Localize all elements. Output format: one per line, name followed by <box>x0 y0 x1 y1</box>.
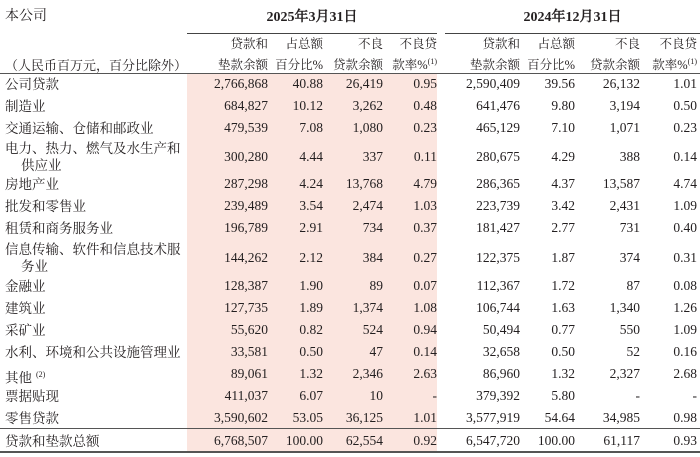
cell-2025-col2: 1.89 <box>299 300 323 315</box>
row-label <box>5 388 59 405</box>
column-header-c1-line2-2025: 垫款余额 <box>217 58 268 72</box>
cell-2025-col3: 524 <box>362 322 383 337</box>
cell-2024-col1: 280,675 <box>476 149 520 164</box>
cell-2024-col1: 6,547,720 <box>466 433 520 448</box>
cell-2025-col1: 127,735 <box>224 300 268 315</box>
cell-2025-col2: 100.00 <box>285 433 323 448</box>
cell-2024-col1: 379,392 <box>476 388 520 403</box>
cell-2025-col4: 0.92 <box>413 433 437 448</box>
cell-2024-col3: 13,587 <box>602 176 640 191</box>
cell-2025-col2: 4.24 <box>299 176 323 191</box>
cell-2024-col4: 0.08 <box>673 278 697 293</box>
cell-2025-col1: 196,789 <box>224 220 268 235</box>
cell-2024-col3: 374 <box>619 250 640 265</box>
cell-2024-col4: 0.31 <box>673 250 697 265</box>
cell-2025-col1: 55,620 <box>230 322 268 337</box>
row-label-text: 电力、热力、燃气及水生产和 <box>5 141 181 156</box>
cell-2024-col2: 39.56 <box>544 76 575 91</box>
cell-2025-col4: 0.48 <box>413 98 437 113</box>
footnote-marker: (2) <box>36 370 46 379</box>
row-label-text: 贷款和垫款总额 <box>5 434 100 449</box>
row-label <box>5 410 59 427</box>
cell-2024-col2: 4.29 <box>551 149 575 164</box>
row-label-text: 采矿业 <box>5 323 46 338</box>
column-header-c1-line1-2024: 贷款和 <box>482 37 520 51</box>
cell-2024-col4: 1.09 <box>673 198 697 213</box>
cell-2024-col3: 731 <box>619 220 640 235</box>
cell-2024-col3: 3,194 <box>609 98 640 113</box>
total-top-rule <box>0 428 700 429</box>
cell-2025-col3: 734 <box>362 220 383 235</box>
cell-2024-col4: 0.98 <box>673 410 697 425</box>
cell-2025-col1: 287,298 <box>224 176 268 191</box>
cell-2025-col2: 6.07 <box>299 388 323 403</box>
cell-2024-col1: 223,739 <box>476 198 520 213</box>
cell-2024-col2: 0.77 <box>551 322 575 337</box>
table-bottom-rule <box>0 451 700 453</box>
cell-2025-col4: 0.95 <box>413 76 437 91</box>
cell-2025-col3: 2,474 <box>352 198 383 213</box>
cell-2025-col2: 4.44 <box>299 149 323 164</box>
cell-2024-col2: 1.32 <box>551 366 575 381</box>
cell-2024-col4: 0.40 <box>673 220 697 235</box>
column-header-c4-line1-2024: 不良贷 <box>659 37 697 51</box>
row-label <box>5 433 100 450</box>
row-label-continuation: 供应业 <box>21 158 62 173</box>
cell-2025-col4: 2.63 <box>413 366 437 381</box>
column-header-c1-line1-2025: 贷款和 <box>230 37 268 51</box>
row-label-text: 租赁和商务服务业 <box>5 221 113 236</box>
cell-2025-col4: 4.79 <box>413 176 437 191</box>
cell-2024-col1: 32,658 <box>482 344 520 359</box>
cell-2025-col3: 337 <box>362 149 383 164</box>
cell-2024-col2: 1.87 <box>551 250 575 265</box>
header-bottom-rule <box>0 73 700 74</box>
cell-2024-col4: 2.68 <box>673 366 697 381</box>
cell-2024-col1: 50,494 <box>482 322 520 337</box>
column-header-c3-line2-2025: 贷款余额 <box>332 58 383 72</box>
cell-2025-col2: 0.50 <box>299 344 323 359</box>
footnote-marker: (1) <box>427 56 437 66</box>
cell-2025-col4: 0.94 <box>413 322 437 337</box>
column-header-c3-line1-2024: 不良 <box>614 37 640 51</box>
cell-2024-col4: 0.23 <box>673 120 697 135</box>
cell-2025-col2: 10.12 <box>292 98 323 113</box>
cell-2024-col1: 181,427 <box>476 220 520 235</box>
row-label-text: 零售贷款 <box>5 411 59 426</box>
cell-2024-col1: 122,375 <box>476 250 520 265</box>
cell-2025-col2: 40.88 <box>292 76 323 91</box>
row-label <box>5 220 113 237</box>
row-label <box>5 140 181 174</box>
cell-2024-col3: 61,117 <box>603 433 640 448</box>
cell-2025-col1: 6,768,507 <box>214 433 268 448</box>
cell-2024-col3: 87 <box>626 278 640 293</box>
row-label <box>5 176 59 193</box>
cell-2025-col1: 3,590,602 <box>214 410 268 425</box>
cell-2025-col3: 1,374 <box>352 300 383 315</box>
cell-2025-col1: 239,489 <box>224 198 268 213</box>
row-label <box>5 241 181 275</box>
cell-2024-col4: 1.09 <box>673 322 697 337</box>
footnote-marker: (1) <box>687 56 697 66</box>
cell-2025-col1: 411,037 <box>224 388 268 403</box>
cell-2025-col2: 7.08 <box>299 120 323 135</box>
cell-2024-col1: 112,367 <box>476 278 520 293</box>
row-label-text: 建筑业 <box>5 301 46 316</box>
cell-2025-col1: 144,262 <box>224 250 268 265</box>
cell-2024-col3: 52 <box>626 344 640 359</box>
cell-2025-col4: 0.23 <box>413 120 437 135</box>
column-header-c3-line2-2024: 贷款余额 <box>589 58 640 72</box>
cell-2024-col3: 2,327 <box>609 366 640 381</box>
row-label <box>5 344 181 361</box>
cell-2024-col3: 34,985 <box>602 410 640 425</box>
cell-2024-col1: 286,365 <box>476 176 520 191</box>
cell-2024-col2: 0.50 <box>551 344 575 359</box>
cell-2025-col3: 10 <box>369 388 383 403</box>
row-label-text: 其他 <box>5 370 32 386</box>
cell-2025-col3: 2,346 <box>352 366 383 381</box>
cell-2024-col1: 3,577,919 <box>466 410 520 425</box>
cell-2024-col2: 1.63 <box>551 300 575 315</box>
cell-2024-col2: 5.80 <box>551 388 575 403</box>
cell-2025-col3: 62,554 <box>345 433 383 448</box>
cell-2025-col4: 0.37 <box>413 220 437 235</box>
cell-2025-col4: - <box>432 388 437 403</box>
cell-2025-col4: 1.01 <box>413 410 437 425</box>
group-header-2024-12-31: 2024年12月31日 <box>523 10 622 25</box>
cell-2025-col3: 26,419 <box>345 76 383 91</box>
cell-2024-col2: 54.64 <box>544 410 575 425</box>
column-header-c4-line1-2025: 不良贷 <box>399 37 437 51</box>
cell-2025-col2: 3.54 <box>299 198 323 213</box>
cell-2024-col4: 1.26 <box>673 300 697 315</box>
cell-2025-col4: 1.03 <box>413 198 437 213</box>
cell-2025-col3: 89 <box>369 278 383 293</box>
row-label <box>5 76 59 93</box>
cell-2025-col3: 3,262 <box>352 98 383 113</box>
group-header-2025-03-31: 2025年3月31日 <box>266 10 358 25</box>
unit-note: （人民币百万元，百分比除外） <box>5 58 188 73</box>
row-label-text: 信息传输、软件和信息技术服 <box>5 242 181 257</box>
column-header-c4-line2-2025 <box>392 55 437 73</box>
cell-2025-col3: 47 <box>369 344 383 359</box>
row-label-text: 金融业 <box>5 279 46 294</box>
cell-2025-col3: 384 <box>362 250 383 265</box>
cell-2025-col4: 0.07 <box>413 278 437 293</box>
column-header-text: 款率% <box>652 58 688 72</box>
column-header-c4-line2-2024 <box>652 55 697 73</box>
cell-2025-col3: 1,080 <box>352 120 383 135</box>
column-header-c2-line2-2024: 百分比% <box>527 58 575 72</box>
cell-2025-col2: 1.90 <box>299 278 323 293</box>
column-header-text: 款率% <box>392 58 428 72</box>
cell-2024-col2: 7.10 <box>551 120 575 135</box>
cell-2024-col3: 1,340 <box>609 300 640 315</box>
cell-2024-col4: 0.16 <box>673 344 697 359</box>
row-label <box>5 198 86 215</box>
cell-2024-col3: 388 <box>619 149 640 164</box>
cell-2024-col3: 1,071 <box>609 120 640 135</box>
cell-2025-col4: 0.11 <box>413 149 437 164</box>
cell-2025-col2: 2.91 <box>299 220 323 235</box>
cell-2024-col2: 4.37 <box>551 176 575 191</box>
row-label-text: 公司贷款 <box>5 77 59 92</box>
row-label-text: 批发和零售业 <box>5 199 86 214</box>
cell-2024-col1: 2,590,409 <box>466 76 520 91</box>
row-label-text: 制造业 <box>5 99 46 114</box>
cell-2024-col4: 0.14 <box>673 149 697 164</box>
cell-2024-col3: - <box>635 388 640 403</box>
cell-2024-col4: 0.50 <box>673 98 697 113</box>
cell-2025-col4: 0.14 <box>413 344 437 359</box>
cell-2024-col1: 465,129 <box>476 120 520 135</box>
row-label-continuation: 务业 <box>21 259 48 274</box>
cell-2025-col2: 53.05 <box>292 410 323 425</box>
cell-2024-col4: 0.93 <box>673 433 697 448</box>
cell-2025-col1: 684,827 <box>224 98 268 113</box>
cell-2025-col1: 89,061 <box>230 366 268 381</box>
column-header-c2-line1-2024: 占总额 <box>537 37 575 51</box>
table-title: 本公司 <box>5 9 47 24</box>
cell-2024-col2: 100.00 <box>537 433 575 448</box>
cell-2024-col2: 1.72 <box>551 278 575 293</box>
row-label <box>5 322 46 339</box>
row-label <box>5 278 46 295</box>
column-header-c1-line2-2024: 垫款余额 <box>469 58 520 72</box>
row-label-text: 水利、环境和公共设施管理业 <box>5 345 181 360</box>
cell-2025-col1: 2,766,868 <box>214 76 268 91</box>
cell-2024-col1: 106,744 <box>476 300 520 315</box>
cell-2024-col3: 550 <box>619 322 640 337</box>
cell-2024-col2: 9.80 <box>551 98 575 113</box>
cell-2025-col2: 2.12 <box>299 250 323 265</box>
row-label <box>5 120 154 137</box>
cell-2024-col2: 2.77 <box>551 220 575 235</box>
cell-2024-col4: 1.01 <box>673 76 697 91</box>
column-header-c2-line1-2025: 占总额 <box>285 37 323 51</box>
cell-2025-col1: 300,280 <box>224 149 268 164</box>
cell-2025-col2: 1.32 <box>299 366 323 381</box>
cell-2024-col2: 3.42 <box>551 198 575 213</box>
cell-2025-col1: 33,581 <box>230 344 268 359</box>
cell-2025-col1: 479,539 <box>224 120 268 135</box>
cell-2025-col3: 13,768 <box>345 176 383 191</box>
cell-2024-col1: 641,476 <box>476 98 520 113</box>
cell-2024-col3: 2,431 <box>609 198 640 213</box>
row-label <box>5 98 46 115</box>
column-header-c3-line1-2025: 不良 <box>357 37 383 51</box>
row-label-text: 交通运输、仓储和邮政业 <box>5 121 154 136</box>
row-label-text: 票据贴现 <box>5 389 59 404</box>
cell-2024-col4: 4.74 <box>673 176 697 191</box>
cell-2024-col3: 26,132 <box>602 76 640 91</box>
cell-2025-col2: 0.82 <box>299 322 323 337</box>
row-label <box>5 300 46 317</box>
cell-2025-col4: 1.08 <box>413 300 437 315</box>
cell-2025-col3: 36,125 <box>345 410 383 425</box>
column-header-c2-line2-2025: 百分比% <box>275 58 323 72</box>
cell-2024-col1: 86,960 <box>482 366 520 381</box>
cell-2024-col4: - <box>692 388 697 403</box>
row-label <box>5 366 45 387</box>
cell-2025-col4: 0.27 <box>413 250 437 265</box>
cell-2025-col1: 128,387 <box>224 278 268 293</box>
row-label-text: 房地产业 <box>5 177 59 192</box>
